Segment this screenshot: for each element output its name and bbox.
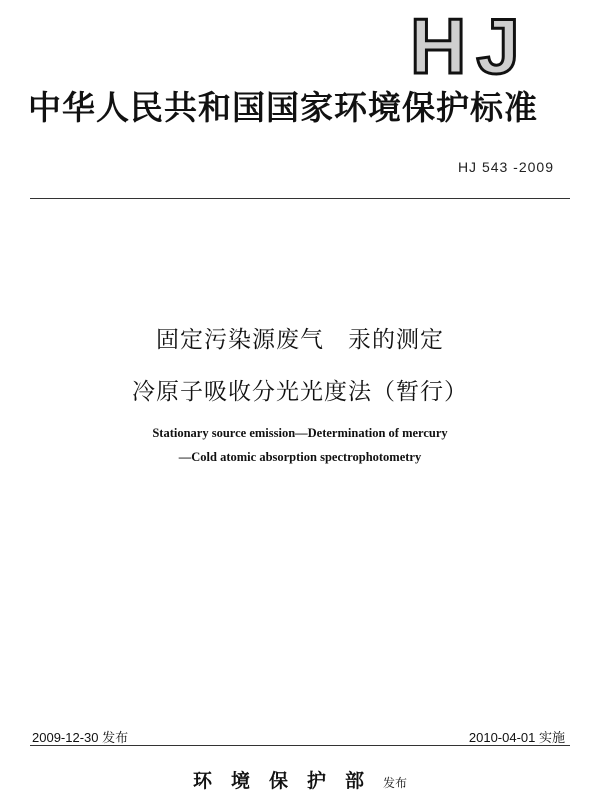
publisher-name: 环境保护部 — [192, 770, 383, 792]
standard-code: HJ 543 -2009 — [457, 159, 554, 175]
publisher-suffix: 发布 — [383, 776, 408, 790]
organization-title: 中华人民共和国国家环境保护标准 — [28, 88, 538, 127]
hj-logo: HJ — [410, 2, 530, 90]
title-en-line2: —Cold atomic absorption spectrophotometry — [178, 450, 422, 464]
top-divider — [30, 198, 570, 199]
title-cn-line2: 冷原子吸收分光光度法（暂行） — [132, 379, 468, 405]
publisher — [0, 766, 600, 793]
implementation-date: 2010-04-01 实施 — [468, 730, 565, 745]
title-en-line1: Stationary source emission—Determination of mercury — [152, 426, 448, 440]
issue-date: 2009-12-30 发布 — [32, 730, 129, 745]
bottom-divider — [30, 745, 570, 746]
title-cn-line1: 固定污染源废气 汞的测定 — [156, 327, 444, 353]
